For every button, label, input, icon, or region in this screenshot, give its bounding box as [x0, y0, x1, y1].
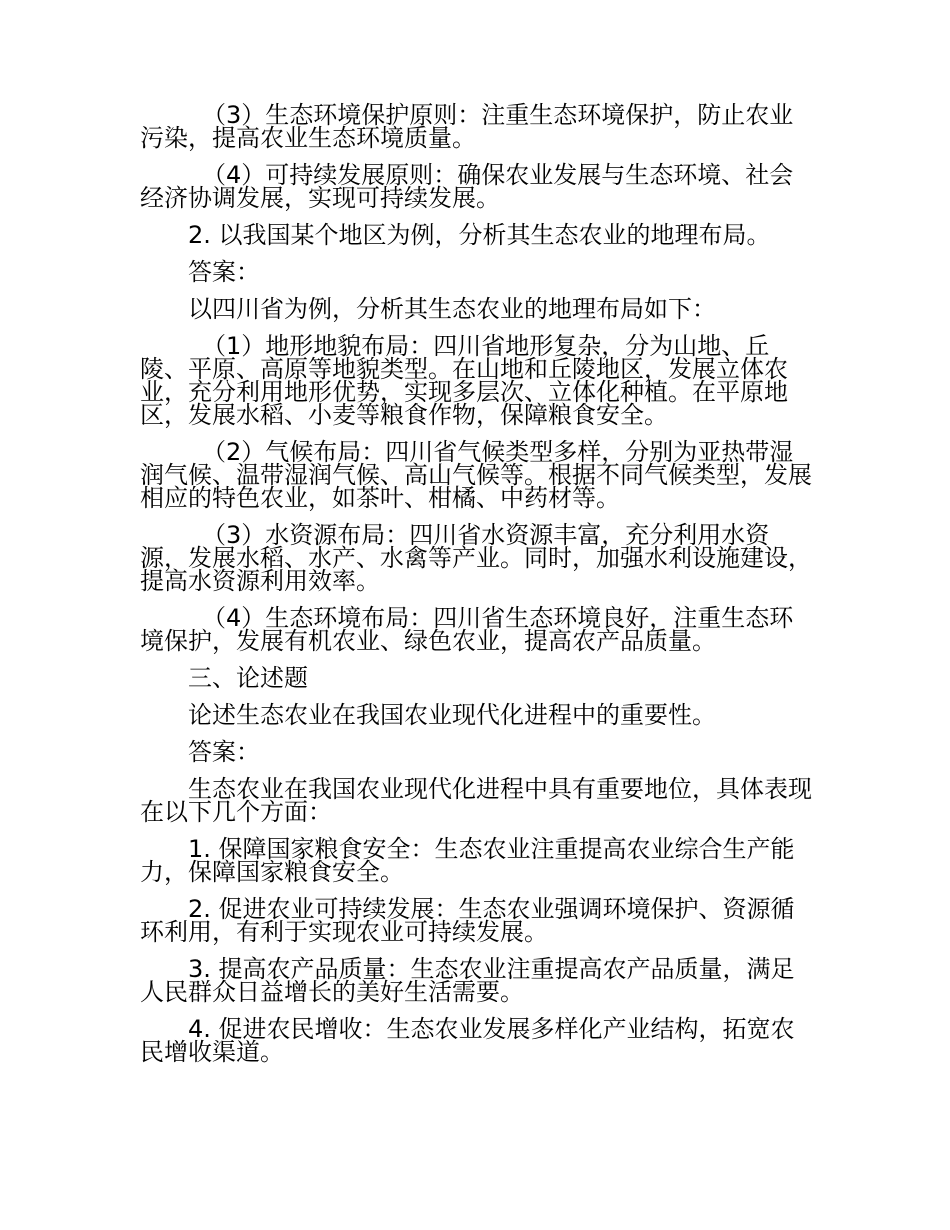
layout-climate: （2）气候布局：四川省气候类型多样，分别为亚热带湿润气候、温带湿润气候、高山气候等。根据不同气候类型，发展相应的特色农业，如茶叶、柑橘、中药材等。 — [140, 438, 812, 512]
principle-sustainable-development: （4）可持续发展原则：确保农业发展与生态环境、社会经济协调发展，实现可持续发展。 — [140, 161, 794, 212]
layout-terrain: （1）地形地貌布局：四川省地形复杂，分为山地、丘陵、平原、高原等地貌类型。在山地和丘陵地区，发展立体农业，充分利用地形优势，实现多层次、立体化种植。在平原地区，发展水稻、小麦等粮食作物，保障粮食安全。 — [140, 332, 788, 429]
point-food-security: 1. 保障国家粮食安全：生态农业注重提高农业综合生产能力，保障国家粮食安全。 — [140, 835, 795, 886]
essay-answer-intro: 生态农业在我国农业现代化进程中具有重要地位，具体表现在以下几个方面： — [140, 775, 812, 826]
section-heading-essay: 三、论述题 — [188, 664, 308, 692]
layout-environment: （4）生态环境布局：四川省生态环境良好，注重生态环境保护，发展有机农业、绿色农业，提高农产品质量。 — [140, 604, 794, 655]
question-2: 2. 以我国某个地区为例，分析其生态农业的地理布局。 — [188, 221, 771, 249]
answer-label: 答案： — [188, 738, 260, 766]
layout-water: （3）水资源布局：四川省水资源丰富，充分利用水资源，发展水稻、水产、水禽等产业。同时，加强水利设施建设，提高水资源利用效率。 — [140, 521, 812, 595]
document-body — [140, 101, 812, 1066]
point-sustainable: 2. 促进农业可持续发展：生态农业强调环境保护、资源循环利用，有利于实现农业可持续发展。 — [140, 895, 795, 946]
principle-ecological-protection: （3）生态环境保护原则：注重生态环境保护，防止农业污染，提高农业生态环境质量。 — [140, 101, 794, 152]
answer-intro: 以四川省为例，分析其生态农业的地理布局如下： — [188, 295, 716, 323]
point-income: 4. 促进农民增收：生态农业发展多样化产业结构，拓宽农民增收渠道。 — [140, 1015, 795, 1066]
answer-label: 答案： — [188, 258, 260, 286]
point-quality: 3. 提高农产品质量：生态农业注重提高农产品质量，满足人民群众日益增长的美好生活需要。 — [140, 955, 795, 1006]
essay-question: 论述生态农业在我国农业现代化进程中的重要性。 — [188, 701, 716, 729]
